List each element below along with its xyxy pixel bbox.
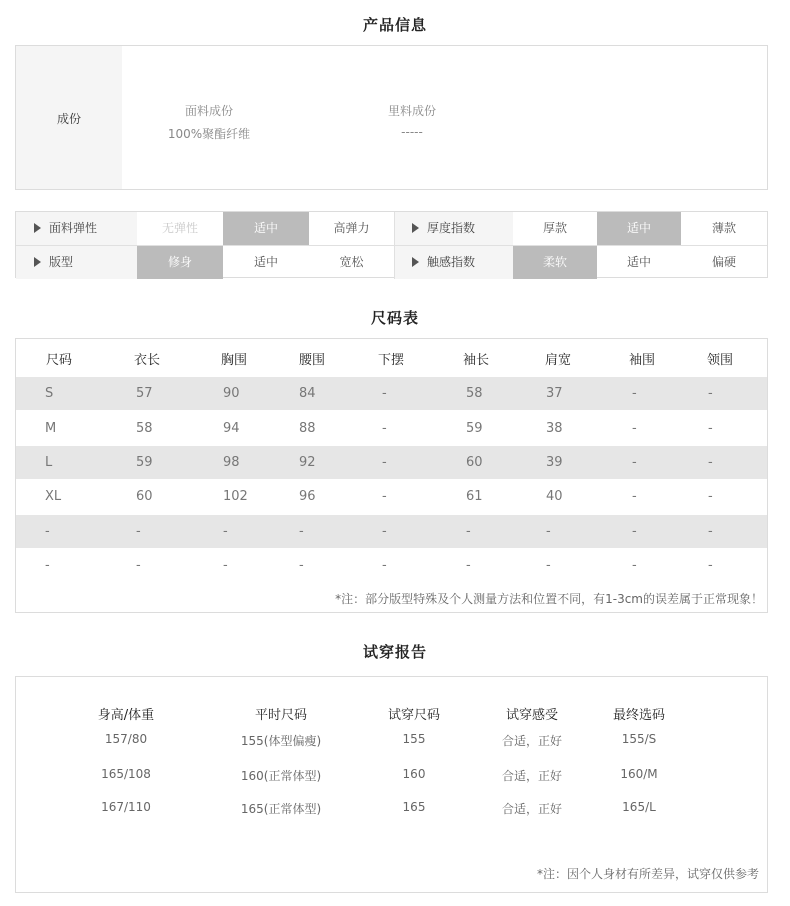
header-cell: 胸围 xyxy=(221,353,248,368)
triangle-right-icon xyxy=(34,257,41,267)
table-cell: - xyxy=(708,558,713,573)
table-cell: - xyxy=(382,421,387,436)
trial-report-note: *注：因个人身材有所差异，试穿仅供参考 xyxy=(536,867,759,881)
trial-report-table xyxy=(15,676,768,893)
table-row xyxy=(16,377,767,410)
table-cell: XL xyxy=(45,489,62,504)
table-cell: 160(正常体型) xyxy=(240,769,322,783)
table-cell: 合适，正好 xyxy=(501,802,562,816)
table-row xyxy=(16,549,767,582)
fabric-composition-value: 100%聚酯纤维 xyxy=(167,127,251,141)
table-cell: - xyxy=(632,524,637,539)
table-cell: L xyxy=(45,455,53,470)
header-cell: 尺码 xyxy=(46,353,73,368)
elasticity-option-high: 高弹力 xyxy=(333,221,370,235)
header-cell: 身高/体重 xyxy=(97,708,155,723)
table-cell: 84 xyxy=(299,386,316,401)
table-cell: 58 xyxy=(136,421,153,436)
table-cell: - xyxy=(45,524,50,539)
thickness-option-thin: 薄款 xyxy=(711,221,736,235)
table-cell: 102 xyxy=(223,489,248,504)
table-cell: 160/M xyxy=(620,767,658,781)
table-cell: - xyxy=(632,421,637,436)
table-cell: 165/108 xyxy=(101,767,151,781)
size-chart-header-row xyxy=(16,344,767,377)
table-cell: - xyxy=(382,386,387,401)
table-cell: 155 xyxy=(402,732,426,746)
header-cell: 试穿感受 xyxy=(505,708,558,723)
table-row xyxy=(16,446,767,479)
table-cell: 61 xyxy=(466,489,483,504)
header-cell: 肩宽 xyxy=(545,353,572,368)
header-cell: 衣长 xyxy=(134,353,161,368)
table-cell: 合适，正好 xyxy=(501,769,562,783)
table-cell: 40 xyxy=(546,489,563,504)
table-cell: - xyxy=(466,558,471,573)
table-row xyxy=(16,480,767,513)
elasticity-option-none: 无弹性 xyxy=(161,221,198,235)
table-cell: - xyxy=(708,386,713,401)
table-cell: 165/L xyxy=(622,800,656,814)
table-cell: 37 xyxy=(546,386,563,401)
thickness-option-thick: 厚款 xyxy=(542,221,567,235)
table-cell: 94 xyxy=(223,421,240,436)
table-cell: 57 xyxy=(136,386,153,401)
header-cell: 袖长 xyxy=(463,353,490,368)
fabric-composition-label: 面料成份 xyxy=(184,104,233,118)
table-cell: 90 xyxy=(223,386,240,401)
table-cell: 60 xyxy=(466,455,483,470)
table-cell: 59 xyxy=(136,455,153,470)
touch-option-soft: 柔软 xyxy=(513,246,597,279)
attributes-row xyxy=(16,212,767,245)
triangle-right-icon xyxy=(412,223,419,233)
fit-label: 版型 xyxy=(16,246,137,279)
table-cell: 60 xyxy=(136,489,153,504)
table-cell: 157/80 xyxy=(104,732,148,746)
table-cell: 165 xyxy=(402,800,426,814)
attributes-row xyxy=(16,245,767,279)
touch-option-stiff: 偏硬 xyxy=(711,255,736,269)
table-cell: - xyxy=(632,455,637,470)
table-cell: 38 xyxy=(546,421,563,436)
header-cell: 试穿尺码 xyxy=(387,708,440,723)
table-cell: - xyxy=(136,524,141,539)
thickness-label: 厚度指数 xyxy=(394,212,513,245)
table-row xyxy=(16,515,767,548)
composition-label-cell xyxy=(16,46,122,189)
header-cell: 袖围 xyxy=(629,353,656,368)
table-row xyxy=(16,412,767,445)
table-cell: - xyxy=(45,558,50,573)
table-cell: 58 xyxy=(466,386,483,401)
table-cell: 合适，正好 xyxy=(501,734,562,748)
table-cell: 165(正常体型) xyxy=(240,802,322,816)
touch-label: 触感指数 xyxy=(394,246,513,279)
header-cell: 领围 xyxy=(707,353,734,368)
size-chart-note: *注：部分版型特殊及个人测量方法和位置不同，有1-3cm的误差属于正常现象！ xyxy=(335,592,763,606)
table-cell: - xyxy=(299,524,304,539)
header-cell: 下摆 xyxy=(378,353,405,368)
attributes-table xyxy=(15,211,768,278)
table-cell: M xyxy=(45,421,57,436)
table-cell: 155(体型偏瘦) xyxy=(240,734,322,748)
table-cell: - xyxy=(466,524,471,539)
table-cell: 39 xyxy=(546,455,563,470)
thickness-option-moderate: 适中 xyxy=(597,212,681,245)
product-info-title: 产品信息 xyxy=(362,16,427,34)
elasticity-option-moderate: 适中 xyxy=(223,212,309,245)
table-cell: - xyxy=(708,421,713,436)
table-cell: 88 xyxy=(299,421,316,436)
header-cell: 最终选码 xyxy=(612,708,665,723)
table-cell: - xyxy=(546,524,551,539)
table-cell: - xyxy=(223,524,228,539)
table-cell: 160 xyxy=(402,767,426,781)
table-cell: - xyxy=(708,489,713,504)
fit-option-moderate: 适中 xyxy=(253,255,278,269)
table-cell: - xyxy=(136,558,141,573)
size-chart-title: 尺码表 xyxy=(370,309,419,327)
table-cell: 155/S xyxy=(621,732,657,746)
fit-option-slim: 修身 xyxy=(137,246,223,279)
table-cell: - xyxy=(708,524,713,539)
table-cell: 167/110 xyxy=(101,800,151,814)
divider xyxy=(394,212,395,279)
triangle-right-icon xyxy=(34,223,41,233)
table-cell: S xyxy=(45,386,54,401)
table-cell: - xyxy=(546,558,551,573)
header-cell: 平时尺码 xyxy=(254,708,307,723)
table-cell: 96 xyxy=(299,489,316,504)
table-cell: 98 xyxy=(223,455,240,470)
trial-report-title: 试穿报告 xyxy=(362,643,427,661)
product-info-box xyxy=(15,45,768,190)
table-cell: 92 xyxy=(299,455,316,470)
lining-composition-value: ----- xyxy=(401,125,423,139)
table-cell: - xyxy=(299,558,304,573)
table-cell: - xyxy=(223,558,228,573)
table-cell: - xyxy=(632,386,637,401)
table-cell: - xyxy=(382,455,387,470)
table-cell: - xyxy=(708,455,713,470)
fit-option-loose: 宽松 xyxy=(339,255,364,269)
table-cell: - xyxy=(382,489,387,504)
header-cell: 腰围 xyxy=(299,353,326,368)
touch-option-moderate: 适中 xyxy=(626,255,651,269)
elasticity-label: 面料弹性 xyxy=(16,212,137,245)
size-chart-table xyxy=(15,338,768,613)
composition-label: 成份 xyxy=(56,112,81,126)
table-cell: 59 xyxy=(466,421,483,436)
table-cell: - xyxy=(382,524,387,539)
lining-composition-label: 里料成份 xyxy=(387,104,436,118)
triangle-right-icon xyxy=(412,257,419,267)
table-cell: - xyxy=(632,489,637,504)
table-cell: - xyxy=(632,558,637,573)
table-cell: - xyxy=(382,558,387,573)
